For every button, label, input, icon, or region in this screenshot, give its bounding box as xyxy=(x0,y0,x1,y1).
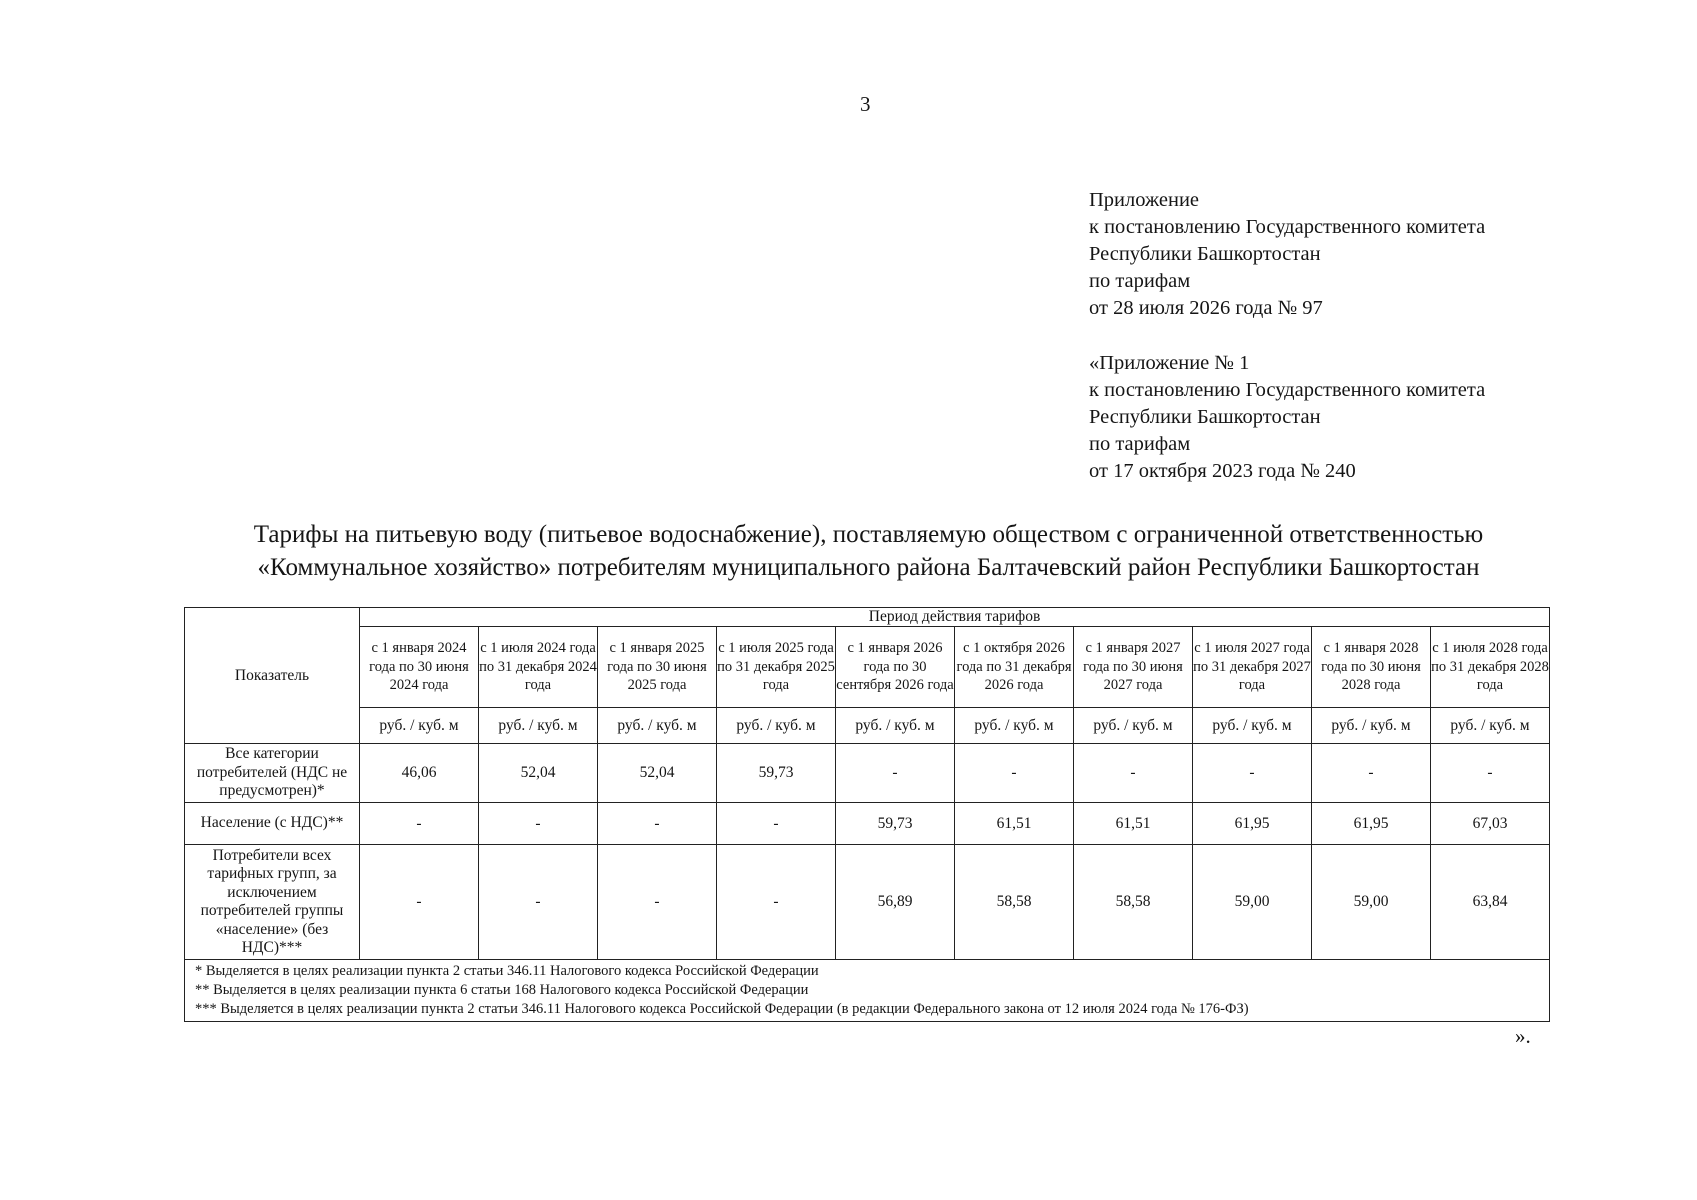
value-cell: 67,03 xyxy=(1431,803,1550,845)
period-column-header: с 1 января 2027 года по 30 июня 2027 года xyxy=(1074,627,1193,708)
value-cell: 59,73 xyxy=(836,803,955,845)
value-cell: 59,73 xyxy=(717,744,836,803)
table-row xyxy=(185,845,1550,960)
indicator-header: Показатель xyxy=(185,608,360,744)
unit-cell: руб. / куб. м xyxy=(360,708,479,744)
value-cell: - xyxy=(1193,744,1312,803)
value-cell: 61,51 xyxy=(1074,803,1193,845)
unit-cell: руб. / куб. м xyxy=(1431,708,1550,744)
title-line: «Коммунальное хозяйство» потребителям муниципального района Балтачевский район Республики Башкортостан xyxy=(257,554,1480,581)
period-column-header: с 1 июля 2027 года по 31 декабря 2027 года xyxy=(1193,627,1312,708)
period-column-header: с 1 июля 2024 года по 31 декабря 2024 года xyxy=(479,627,598,708)
row-label: Все категории потребителей (НДС не предусмотрен)* xyxy=(185,744,360,803)
amended-appendix-heading xyxy=(1089,350,1485,485)
period-column-header: с 1 июля 2025 года по 31 декабря 2025 года xyxy=(717,627,836,708)
value-cell: - xyxy=(360,845,479,960)
document-title xyxy=(150,518,1587,584)
unit-cell: руб. / куб. м xyxy=(1074,708,1193,744)
footnote: ** Выделяется в целях реализации пункта 6 статьи 168 Налогового кодекса Российской Федерации xyxy=(195,982,809,998)
footnotes-row xyxy=(185,960,1550,1022)
unit-cell: руб. / куб. м xyxy=(479,708,598,744)
tariff-table xyxy=(184,607,1550,1022)
value-cell: 59,00 xyxy=(1312,845,1431,960)
unit-cell: руб. / куб. м xyxy=(955,708,1074,744)
period-column-header: с 1 января 2028 года по 30 июня 2028 года xyxy=(1312,627,1431,708)
value-cell: - xyxy=(955,744,1074,803)
amended-appendix-line: Республики Башкортостан xyxy=(1089,406,1321,428)
appendix-line: по тарифам xyxy=(1089,270,1191,292)
value-cell: - xyxy=(1312,744,1431,803)
value-cell: 58,58 xyxy=(955,845,1074,960)
value-cell: 61,95 xyxy=(1193,803,1312,845)
row-label: Население (с НДС)** xyxy=(185,803,360,845)
period-column-header: с 1 октября 2026 года по 31 декабря 2026 года xyxy=(955,627,1074,708)
unit-cell: руб. / куб. м xyxy=(836,708,955,744)
footnotes xyxy=(185,960,1550,1022)
value-cell: 52,04 xyxy=(479,744,598,803)
appendix-line: от 28 июля 2026 года № 97 xyxy=(1089,297,1323,319)
value-cell: 59,00 xyxy=(1193,845,1312,960)
value-cell: - xyxy=(717,803,836,845)
unit-cell: руб. / куб. м xyxy=(1312,708,1431,744)
period-column-header: с 1 января 2026 года по 30 сентября 2026 года xyxy=(836,627,955,708)
unit-cell: руб. / куб. м xyxy=(1193,708,1312,744)
appendix-heading xyxy=(1089,187,1485,322)
value-cell: - xyxy=(360,803,479,845)
table-row xyxy=(185,744,1550,803)
period-column-header: с 1 января 2025 года по 30 июня 2025 года xyxy=(598,627,717,708)
period-column-header: с 1 января 2024 года по 30 июня 2024 года xyxy=(360,627,479,708)
value-cell: - xyxy=(1074,744,1193,803)
amended-appendix-line: от 17 октября 2023 года № 240 xyxy=(1089,460,1356,482)
period-header: Период действия тарифов xyxy=(360,608,1550,627)
value-cell: - xyxy=(717,845,836,960)
value-cell: - xyxy=(598,803,717,845)
footnote: *** Выделяется в целях реализации пункта 2 статьи 346.11 Налогового кодекса Российской Федерации (в редакции Федерального закона от 12 июля 2024 года № 176-ФЗ) xyxy=(195,1001,1249,1017)
value-cell: - xyxy=(1431,744,1550,803)
unit-cell: руб. / куб. м xyxy=(598,708,717,744)
amended-appendix-line: «Приложение № 1 xyxy=(1089,352,1250,374)
value-cell: 52,04 xyxy=(598,744,717,803)
value-cell: 58,58 xyxy=(1074,845,1193,960)
title-line: Тарифы на питьевую воду (питьевое водоснабжение), поставляемую обществом с ограниченной ответственностью xyxy=(253,521,1484,548)
table-row xyxy=(185,803,1550,845)
footnote: * Выделяется в целях реализации пункта 2 статьи 346.11 Налогового кодекса Российской Федерации xyxy=(195,963,819,979)
appendix-line: к постановлению Государственного комитета xyxy=(1089,216,1486,238)
closing-quote-mark: ». xyxy=(1515,1024,1531,1048)
value-cell: - xyxy=(836,744,955,803)
value-cell: 63,84 xyxy=(1431,845,1550,960)
value-cell: 46,06 xyxy=(360,744,479,803)
value-cell: - xyxy=(479,845,598,960)
page-number: 3 xyxy=(860,92,871,116)
unit-cell: руб. / куб. м xyxy=(717,708,836,744)
appendix-line: Республики Башкортостан xyxy=(1089,243,1321,265)
value-cell: 61,51 xyxy=(955,803,1074,845)
value-cell: - xyxy=(598,845,717,960)
value-cell: 61,95 xyxy=(1312,803,1431,845)
amended-appendix-line: по тарифам xyxy=(1089,433,1191,455)
appendix-line: Приложение xyxy=(1089,189,1200,211)
value-cell: - xyxy=(479,803,598,845)
period-column-header: с 1 июля 2028 года по 31 декабря 2028 года xyxy=(1431,627,1550,708)
row-label: Потребители всех тарифных групп, за исключением потребителей группы «население» (без НДС)*** xyxy=(185,845,360,960)
value-cell: 56,89 xyxy=(836,845,955,960)
amended-appendix-line: к постановлению Государственного комитета xyxy=(1089,379,1486,401)
